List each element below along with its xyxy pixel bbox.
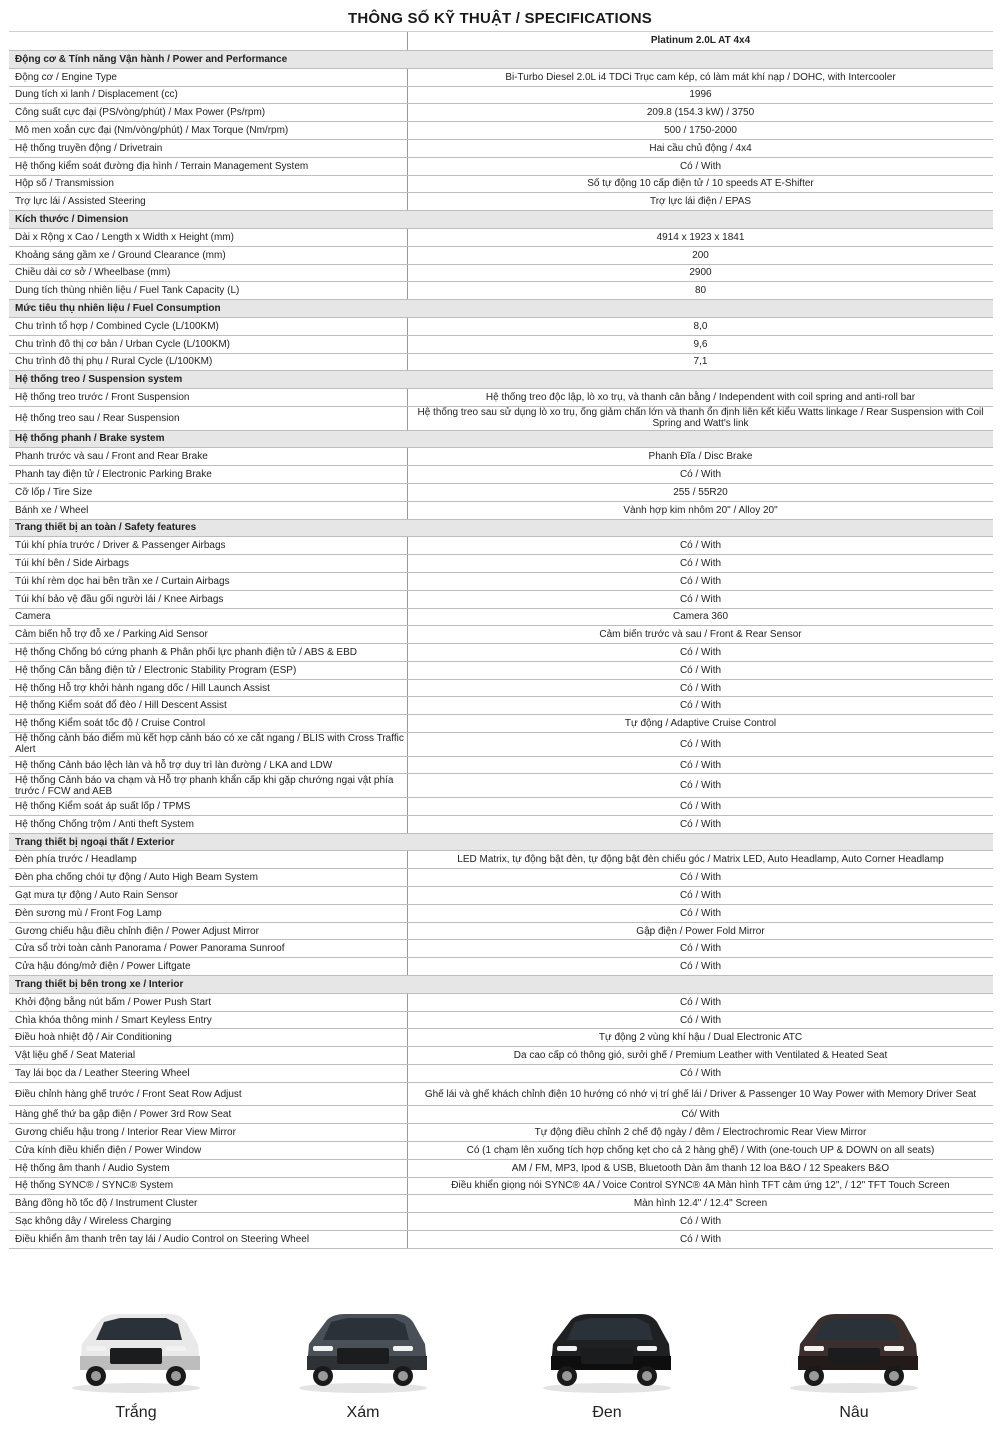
spec-label: Hệ thống Kiểm soát đổ đèo / Hill Descent Assist bbox=[15, 700, 227, 712]
spec-label: Tay lái bọc da / Leather Steering Wheel bbox=[15, 1067, 190, 1079]
spec-label: Chiều dài cơ sở / Wheelbase (mm) bbox=[15, 267, 171, 279]
car-headlamp-left bbox=[804, 1346, 824, 1351]
table-row bbox=[9, 957, 993, 975]
spec-value: Có / With bbox=[407, 1213, 993, 1230]
table-row bbox=[9, 732, 993, 756]
spec-label: Hộp số / Transmission bbox=[15, 178, 114, 190]
spec-label: Cỡ lốp / Tire Size bbox=[15, 486, 93, 498]
spec-table bbox=[9, 31, 993, 1249]
spec-label: Hệ thống Cảnh báo va chạm và Hỗ trợ phanh khẩn cấp khi gặp chướng ngại vật phía trước / FCW and AEB bbox=[15, 774, 394, 797]
table-row bbox=[9, 406, 993, 430]
spec-value: Có / With bbox=[407, 680, 993, 697]
table-row bbox=[9, 1212, 993, 1230]
spec-label: Cửa kính điều khiển điện / Power Window bbox=[15, 1144, 202, 1156]
spec-value: 200 bbox=[407, 247, 993, 264]
spec-value: Có / With bbox=[407, 816, 993, 833]
spec-value: Phanh Đĩa / Disc Brake bbox=[407, 448, 993, 465]
spec-label: Công suất cực đại (PS/vòng/phút) / Max Power (Ps/rpm) bbox=[15, 107, 266, 119]
table-row bbox=[9, 868, 993, 886]
table-header bbox=[9, 31, 993, 50]
spec-label: Cửa hậu đóng/mở điện / Power Liftgate bbox=[15, 961, 191, 973]
section-title: Trang thiết bị an toàn / Safety features bbox=[15, 522, 197, 534]
car-rim-left bbox=[562, 1371, 572, 1381]
spec-label: Chu trình đô thị cơ bản / Urban Cycle (L/100KM) bbox=[15, 338, 230, 350]
spec-value: Cảm biến trước và sau / Front & Rear Sensor bbox=[407, 626, 993, 643]
table-row bbox=[9, 643, 993, 661]
table-row bbox=[9, 246, 993, 264]
section-title: Hệ thống phanh / Brake system bbox=[15, 433, 165, 445]
spec-value: Màn hình 12.4" / 12.4" Screen bbox=[407, 1195, 993, 1212]
spec-value: Có / With bbox=[407, 591, 993, 608]
spec-value: 209.8 (154.3 kW) / 3750 bbox=[407, 104, 993, 121]
car-windshield bbox=[814, 1318, 900, 1340]
table-row bbox=[9, 103, 993, 121]
car-headlamp-left bbox=[86, 1346, 106, 1351]
table-row bbox=[9, 228, 993, 246]
table-row bbox=[9, 68, 993, 86]
car-headlamp-left bbox=[557, 1346, 577, 1351]
spec-value: Có / With bbox=[407, 662, 993, 679]
spec-label: Phanh trước và sau / Front and Rear Brake bbox=[15, 451, 208, 463]
table-row bbox=[9, 465, 993, 483]
spec-label: Camera bbox=[15, 611, 51, 623]
spec-value: Có / With bbox=[407, 466, 993, 483]
car-color-4 bbox=[784, 1300, 924, 1422]
table-row bbox=[9, 192, 993, 210]
table-row bbox=[9, 264, 993, 282]
spec-label: Điều hoà nhiệt độ / Air Conditioning bbox=[15, 1032, 172, 1044]
section-header bbox=[9, 50, 993, 68]
table-row bbox=[9, 1011, 993, 1029]
table-row bbox=[9, 483, 993, 501]
spec-value: Có / With bbox=[407, 1012, 993, 1029]
spec-value: Có / With bbox=[407, 573, 993, 590]
spec-value: Có / With bbox=[407, 555, 993, 572]
spec-label: Dung tích xi lanh / Displacement (cc) bbox=[15, 89, 178, 101]
table-row bbox=[9, 993, 993, 1011]
table-row bbox=[9, 815, 993, 833]
spec-value: Có (1 chạm lên xuống tích hợp chống kẹt cho cả 2 hàng ghế) / With (one-touch UP & DOWN on all seats) bbox=[407, 1142, 993, 1159]
table-row bbox=[9, 939, 993, 957]
spec-label: Túi khí phía trước / Driver & Passenger Airbags bbox=[15, 540, 226, 552]
spec-value: 4914 x 1923 x 1841 bbox=[407, 229, 993, 246]
car-rim-right bbox=[642, 1371, 652, 1381]
spec-value: Hai cầu chủ động / 4x4 bbox=[407, 140, 993, 157]
spec-label: Khoảng sáng gầm xe / Ground Clearance (mm) bbox=[15, 249, 226, 261]
spec-label: Hệ thống treo sau / Rear Suspension bbox=[15, 412, 180, 424]
spec-body bbox=[9, 50, 993, 1249]
spec-label: Sạc không dây / Wireless Charging bbox=[15, 1216, 172, 1228]
car-color-3 bbox=[537, 1300, 677, 1422]
table-row bbox=[9, 850, 993, 868]
spec-value: Vành hợp kim nhôm 20" / Alloy 20" bbox=[407, 502, 993, 519]
spec-label: Trợ lực lái / Assisted Steering bbox=[15, 196, 146, 208]
section-header bbox=[9, 975, 993, 993]
spec-value: Có / With bbox=[407, 733, 993, 756]
car-rim-right bbox=[171, 1371, 181, 1381]
spec-value: 8,0 bbox=[407, 318, 993, 335]
table-row bbox=[9, 536, 993, 554]
spec-value: Camera 360 bbox=[407, 609, 993, 626]
table-row bbox=[9, 1177, 993, 1195]
table-row bbox=[9, 661, 993, 679]
spec-label: Hệ thống Hỗ trợ khởi hành ngang dốc / Hill Launch Assist bbox=[15, 682, 270, 694]
spec-value: LED Matrix, tự động bật đèn, tự động bật đèn chiếu góc / Matrix LED, Auto Headlamp, Auto Corner Headlamp bbox=[407, 851, 993, 868]
spec-value: Tự động / Adaptive Cruise Control bbox=[407, 715, 993, 732]
table-row bbox=[9, 175, 993, 193]
car-headlamp-right bbox=[393, 1346, 413, 1351]
car-rim-left bbox=[809, 1371, 819, 1381]
color-label: Trắng bbox=[115, 1404, 157, 1421]
table-row bbox=[9, 86, 993, 104]
table-row bbox=[9, 1046, 993, 1064]
table-row bbox=[9, 608, 993, 626]
table-row bbox=[9, 554, 993, 572]
spec-label: Điều khiển âm thanh trên tay lái / Audio Control on Steering Wheel bbox=[15, 1233, 310, 1245]
car-grille bbox=[110, 1348, 162, 1364]
car-rim-left bbox=[91, 1371, 101, 1381]
spec-value: Có / With bbox=[407, 697, 993, 714]
spec-label: Hệ thống treo trước / Front Suspension bbox=[15, 392, 190, 404]
spec-value: Có / With bbox=[407, 798, 993, 815]
spec-value: Có / With bbox=[407, 994, 993, 1011]
spec-label: Gương chiếu hậu điều chỉnh điện / Power Adjust Mirror bbox=[15, 925, 259, 937]
table-row bbox=[9, 714, 993, 732]
table-row bbox=[9, 922, 993, 940]
suv-image bbox=[784, 1300, 924, 1394]
table-row bbox=[9, 696, 993, 714]
spec-label: Túi khí rèm dọc hai bên trần xe / Curtain Airbags bbox=[15, 575, 230, 587]
table-row bbox=[9, 281, 993, 299]
table-row bbox=[9, 1105, 993, 1123]
spec-value: Có / With bbox=[407, 869, 993, 886]
spec-value: Có/ With bbox=[407, 1106, 993, 1123]
spec-label: Đèn pha chống chói tự động / Auto High Beam System bbox=[15, 872, 258, 884]
spec-value: 1996 bbox=[407, 87, 993, 104]
spec-label: Túi khí bảo vệ đầu gối người lái / Knee Airbags bbox=[15, 593, 224, 605]
car-rim-right bbox=[889, 1371, 899, 1381]
spec-label: Mô men xoắn cực đại (Nm/vòng/phút) / Max Torque (Nm/rpm) bbox=[15, 125, 289, 137]
spec-label: Chu trình đô thị phụ / Rural Cycle (L/100KM) bbox=[15, 356, 213, 368]
spec-value: Hệ thống treo độc lập, lò xo trụ, và thanh cân bằng / Independent with coil spring and anti-roll bar bbox=[407, 389, 993, 406]
spec-label: Bánh xe / Wheel bbox=[15, 504, 89, 516]
spec-value: Tự động điều chỉnh 2 chế độ ngày / đêm / Electrochromic Rear View Mirror bbox=[407, 1124, 993, 1141]
spec-label: Đèn phía trước / Headlamp bbox=[15, 854, 137, 866]
spec-value: Có / With bbox=[407, 1231, 993, 1248]
spec-label: Cửa sổ trời toàn cảnh Panorama / Power Panorama Sunroof bbox=[15, 943, 285, 955]
section-header bbox=[9, 833, 993, 851]
car-color-1 bbox=[66, 1300, 206, 1422]
spec-value: Có / With bbox=[407, 905, 993, 922]
spec-label: Vật liệu ghế / Seat Material bbox=[15, 1050, 136, 1062]
spec-value: Bi-Turbo Diesel 2.0L i4 TDCi Trục cam kép, có làm mát khí nạp / DOHC, with Intercooler bbox=[407, 69, 993, 86]
table-row bbox=[9, 335, 993, 353]
spec-label: Phanh tay điện tử / Electronic Parking Brake bbox=[15, 469, 212, 481]
section-header bbox=[9, 299, 993, 317]
spec-value: Hệ thống treo sau sử dụng lò xo trụ, ống giảm chấn lớn và thanh ổn định liên kết kiểu Watts linkage / Rear Suspension with Coil Spring and Watt's link bbox=[407, 407, 993, 430]
suv-image bbox=[293, 1300, 433, 1394]
spec-value: Có / With bbox=[407, 1065, 993, 1082]
spec-label: Túi khí bên / Side Airbags bbox=[15, 558, 129, 569]
table-row bbox=[9, 797, 993, 815]
column-header-model: Platinum 2.0L AT 4x4 bbox=[407, 32, 993, 50]
spec-label: Dung tích thùng nhiên liệu / Fuel Tank Capacity (L) bbox=[15, 285, 240, 297]
section-title: Trang thiết bị bên trong xe / Interior bbox=[15, 978, 184, 990]
table-row bbox=[9, 904, 993, 922]
spec-label: Hệ thống cảnh báo điểm mù kết hợp cảnh báo có xe cắt ngang / BLIS with Cross Traffic Alert bbox=[15, 733, 404, 756]
spec-value: 500 / 1750-2000 bbox=[407, 122, 993, 139]
spec-value: Có / With bbox=[407, 940, 993, 957]
spec-label: Hệ thống Chống bó cứng phanh & Phân phối lực phanh điện tử / ABS & EBD bbox=[15, 646, 357, 658]
section-header bbox=[9, 430, 993, 448]
spec-label: Chìa khóa thông minh / Smart Keyless Entry bbox=[15, 1014, 212, 1026]
table-row bbox=[9, 590, 993, 608]
spec-label: Động cơ / Engine Type bbox=[15, 71, 117, 83]
spec-label: Chu trình tổ hợp / Combined Cycle (L/100KM) bbox=[15, 320, 219, 332]
spec-value: Có / With bbox=[407, 757, 993, 774]
spec-value: Gập điện / Power Fold Mirror bbox=[407, 923, 993, 940]
table-row bbox=[9, 1064, 993, 1082]
car-grille bbox=[337, 1348, 389, 1364]
section-header bbox=[9, 519, 993, 537]
spec-label: Hệ thống kiểm soát đường địa hình / Terrain Management System bbox=[15, 160, 309, 172]
spec-value: 9,6 bbox=[407, 336, 993, 353]
car-headlamp-right bbox=[884, 1346, 904, 1351]
table-row bbox=[9, 572, 993, 590]
car-rim-right bbox=[398, 1371, 408, 1381]
car-headlamp-right bbox=[166, 1346, 186, 1351]
table-row bbox=[9, 1082, 993, 1106]
spec-value: Có / With bbox=[407, 644, 993, 661]
table-row bbox=[9, 317, 993, 335]
table-row bbox=[9, 1230, 993, 1249]
spec-label: Hàng ghế thứ ba gập điện / Power 3rd Row Seat bbox=[15, 1109, 232, 1121]
car-headlamp-left bbox=[313, 1346, 333, 1351]
car-windshield bbox=[96, 1318, 182, 1340]
spec-label: Dài x Rộng x Cao / Length x Width x Height (mm) bbox=[15, 231, 234, 243]
spec-label: Gương chiếu hậu trong / Interior Rear View Mirror bbox=[15, 1127, 236, 1139]
spec-value: Số tự động 10 cấp điện tử / 10 speeds AT E-Shifter bbox=[407, 176, 993, 193]
section-title: Động cơ & Tính năng Vận hành / Power and Performance bbox=[15, 53, 288, 65]
spec-value: AM / FM, MP3, Ipod & USB, Bluetooth Dàn âm thanh 12 loa B&O / 12 Speakers B&O bbox=[407, 1160, 993, 1177]
table-row bbox=[9, 157, 993, 175]
spec-value: 7,1 bbox=[407, 354, 993, 371]
section-title: Mức tiêu thụ nhiên liệu / Fuel Consumption bbox=[15, 303, 221, 315]
spec-label: Hệ thống truyền động / Drivetrain bbox=[15, 142, 163, 154]
spec-value: Da cao cấp có thông gió, sưởi ghế / Premium Leather with Ventilated & Heated Seat bbox=[407, 1047, 993, 1064]
suv-image bbox=[66, 1300, 206, 1394]
spec-label: Hệ thống Kiểm soát tốc độ / Cruise Control bbox=[15, 718, 206, 730]
color-label: Đen bbox=[592, 1404, 622, 1421]
car-windshield bbox=[323, 1318, 409, 1340]
table-row bbox=[9, 139, 993, 157]
table-row bbox=[9, 756, 993, 774]
spec-label: Đèn sương mù / Front Fog Lamp bbox=[15, 907, 162, 919]
table-row bbox=[9, 388, 993, 406]
spec-label: Hệ thống âm thanh / Audio System bbox=[15, 1162, 170, 1174]
car-color-2 bbox=[293, 1300, 433, 1422]
spec-value: Có / With bbox=[407, 537, 993, 554]
color-options bbox=[0, 1300, 1000, 1437]
spec-value: Ghế lái và ghế khách chỉnh điện 10 hướng có nhớ vị trí ghế lái / Driver & Passenger 10 Way Power with Memory Driver Seat bbox=[407, 1083, 993, 1106]
spec-value: Có / With bbox=[407, 958, 993, 975]
section-title: Trang thiết bị ngoại thất / Exterior bbox=[15, 836, 175, 848]
car-windshield bbox=[567, 1318, 653, 1340]
spec-value: Điều khiển giọng nói SYNC® 4A / Voice Control SYNC® 4A Màn hình TFT cảm ứng 12", / 12" TFT Touch Screen bbox=[407, 1178, 993, 1195]
spec-label: Gạt mưa tự động / Auto Rain Sensor bbox=[15, 889, 178, 901]
section-header bbox=[9, 370, 993, 388]
page-title: THÔNG SỐ KỸ THUẬT / SPECIFICATIONS bbox=[347, 10, 653, 27]
table-row bbox=[9, 1123, 993, 1141]
spec-label: Hệ thống Cảnh báo lệch làn và hỗ trợ duy trì làn đường / LKA and LDW bbox=[15, 759, 333, 771]
car-rim-left bbox=[318, 1371, 328, 1381]
spec-value: Có / With bbox=[407, 158, 993, 175]
color-label: Nâu bbox=[839, 1404, 869, 1421]
table-row bbox=[9, 447, 993, 465]
table-row bbox=[9, 773, 993, 797]
spec-label: Hệ thống Chống trộm / Anti theft System bbox=[15, 818, 194, 830]
spec-value: 255 / 55R20 bbox=[407, 484, 993, 501]
table-row bbox=[9, 353, 993, 371]
spec-value: 2900 bbox=[407, 265, 993, 282]
spec-label: Bảng đồng hồ tốc độ / Instrument Cluster bbox=[15, 1198, 198, 1210]
table-row bbox=[9, 1194, 993, 1212]
table-row bbox=[9, 886, 993, 904]
car-headlamp-right bbox=[637, 1346, 657, 1351]
spec-value: Có / With bbox=[407, 887, 993, 904]
spec-value: Tự động 2 vùng khí hậu / Dual Electronic ATC bbox=[407, 1029, 993, 1046]
spec-label: Hệ thống SYNC® / SYNC® System bbox=[15, 1180, 174, 1192]
table-row bbox=[9, 1159, 993, 1177]
car-grille bbox=[581, 1348, 633, 1364]
table-row bbox=[9, 679, 993, 697]
table-row bbox=[9, 501, 993, 519]
spec-value: Trợ lực lái điện / EPAS bbox=[407, 193, 993, 210]
suv-image bbox=[537, 1300, 677, 1394]
section-title: Hệ thống treo / Suspension system bbox=[15, 374, 183, 386]
section-title: Kích thước / Dimension bbox=[15, 214, 129, 226]
spec-label: Hệ thống Cân bằng điện tử / Electronic Stability Program (ESP) bbox=[15, 664, 297, 676]
spec-value: 80 bbox=[407, 282, 993, 299]
table-row bbox=[9, 1141, 993, 1159]
spec-value: Có / With bbox=[407, 774, 993, 797]
section-header bbox=[9, 210, 993, 228]
car-grille bbox=[828, 1348, 880, 1364]
spec-label: Điều chỉnh hàng ghế trước / Front Seat Row Adjust bbox=[15, 1088, 242, 1100]
table-row bbox=[9, 121, 993, 139]
spec-label: Hệ thống Kiểm soát áp suất lốp / TPMS bbox=[15, 800, 191, 812]
table-row bbox=[9, 625, 993, 643]
table-row bbox=[9, 1028, 993, 1046]
spec-label: Cảm biến hỗ trợ đỗ xe / Parking Aid Sensor bbox=[15, 629, 208, 641]
spec-label: Khởi động bằng nút bấm / Power Push Start bbox=[15, 996, 212, 1008]
color-label: Xám bbox=[346, 1404, 380, 1421]
